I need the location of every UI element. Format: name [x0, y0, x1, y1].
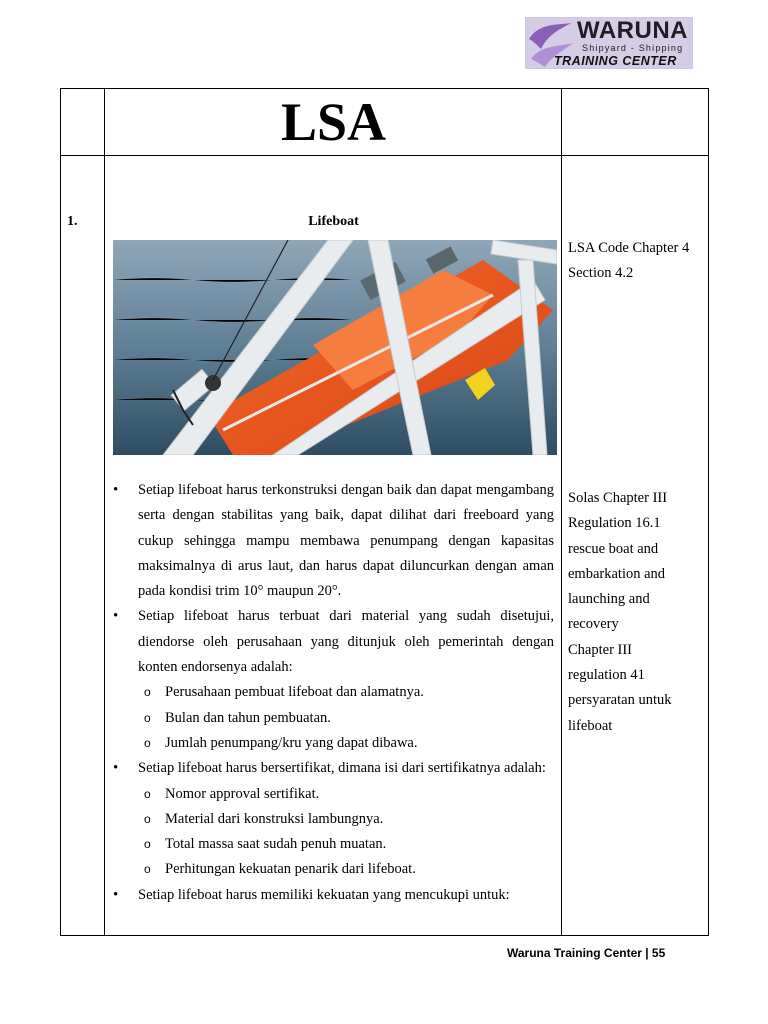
reference-line: lifeboat [568, 717, 613, 734]
reference-line: Regulation 16.1 [568, 515, 661, 532]
table-border-bottom [60, 935, 709, 936]
sub-bullet-item: o Jumlah penumpang/kru yang dapat dibawa. [113, 731, 554, 756]
sub-bullet-item: o Material dari konstruksi lambungnya. [113, 807, 554, 832]
bullet-item: • Setiap lifeboat harus terkonstruksi dengan baik dan dapat mengambang serta dengan stabilitas yang baik, dapat dilihat dari freeboard yang cukup sehingga mampu membawa penumpang dengan kapasitas maksimalnya di arus laut, dan harus dapat diluncurkan dengan aman pada kondisi trim 10° maupun 20°. [113, 478, 554, 604]
reference-line: Solas Chapter III [568, 490, 668, 506]
table-border-left [60, 88, 61, 936]
bullet-item: • Setiap lifeboat harus memiliki kekuatan yang mencukupi untuk: [113, 883, 554, 908]
sub-bullet-item: o Perhitungan kekuatan penarik dari lifeboat. [113, 857, 554, 882]
logo-subtitle: TRAINING CENTER [554, 54, 677, 68]
row-number: 1. [67, 214, 78, 229]
bullet-item: • Setiap lifeboat harus terbuat dari material yang sudah disetujui, diendorse oleh perusahaan yang ditunjuk oleh pemerintah dengan konten endorsenya adalah: [113, 604, 554, 680]
sub-bullet-item: o Total massa saat sudah penuh muatan. [113, 832, 554, 857]
sub-bullet-item: o Bulan dan tahun pembuatan. [113, 706, 554, 731]
waruna-logo [525, 17, 693, 69]
sub-bullet-item: o Perusahaan pembuat lifeboat dan alamatnya. [113, 680, 554, 705]
lifeboat-photo [113, 240, 557, 455]
logo-name: WARUNA [577, 17, 688, 44]
reference-line: embarkation and [568, 565, 666, 582]
reference-line: Section 4.2 [568, 265, 634, 281]
reference-line: Chapter III [568, 641, 633, 658]
reference-line: rescue boat and [568, 540, 659, 557]
reference-line: persyaratan untuk [568, 692, 672, 709]
reference-lsa-code [568, 236, 706, 286]
section-heading: Lifeboat [308, 214, 359, 229]
page-footer: Waruna Training Center | 55 [507, 946, 666, 960]
page-title: LSA [280, 92, 387, 152]
requirements-list [113, 478, 554, 908]
reference-solas [568, 486, 706, 739]
logo-tagline: Shipyard - Shipping [582, 43, 684, 53]
reference-line: regulation 41 [568, 667, 645, 684]
sub-bullet-item: o Nomor approval sertifikat. [113, 782, 554, 807]
reference-line: launching and [568, 591, 650, 608]
reference-line: LSA Code Chapter 4 [568, 240, 690, 256]
bullet-item: • Setiap lifeboat harus bersertifikat, dimana isi dari sertifikatnya adalah: [113, 756, 554, 781]
reference-line: recovery [568, 616, 619, 633]
table-border-right [708, 88, 709, 936]
